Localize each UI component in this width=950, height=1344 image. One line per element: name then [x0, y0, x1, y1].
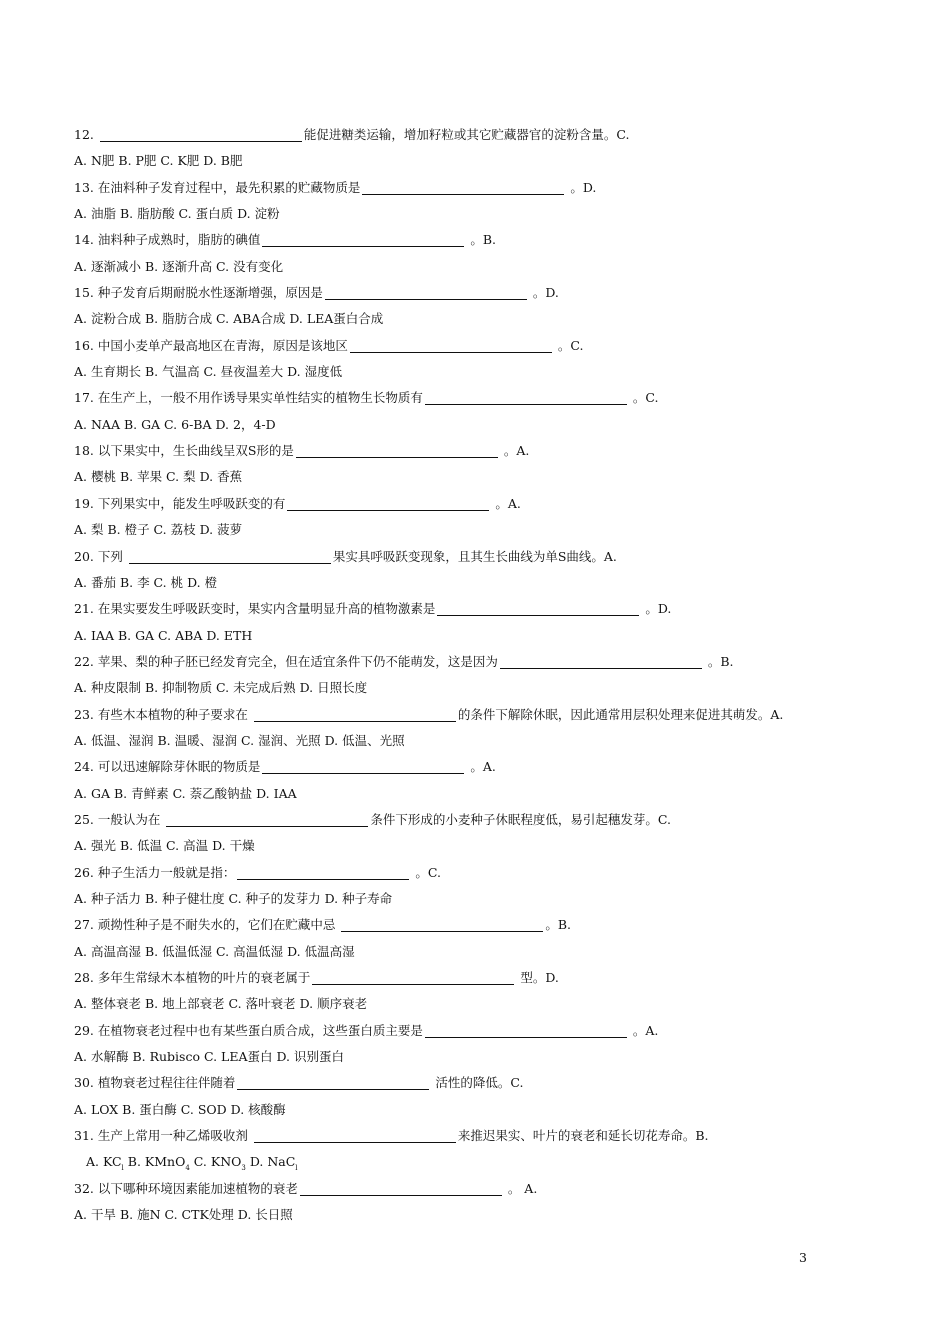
question-text: 25. 一般认为在	[74, 811, 165, 827]
question-text-end: 。D.	[566, 179, 597, 195]
question-text: 19. 下列果实中，能发生呼吸跃变的有	[74, 495, 286, 511]
question-text-end: 能促进糖类运输，增加籽粒或其它贮藏器官的淀粉含量。C.	[303, 127, 630, 142]
answer-blank[interactable]	[262, 759, 464, 774]
answer-options: A. 淀粉合成 B. 脂肪合成 C. ABA合成 D. LEA蛋白合成	[74, 311, 384, 327]
question-q18	[74, 438, 894, 464]
answer-options: A. 种子活力 B. 种子健壮度 C. 种子的发芽力 D. 种子寿命	[74, 890, 393, 906]
option-subscript: l	[121, 1164, 124, 1173]
question-q31	[74, 1123, 894, 1149]
answer-blank[interactable]	[296, 443, 498, 458]
answer-options: A. 生育期长 B. 气温高 C. 昼夜温差大 D. 湿度低	[74, 364, 343, 380]
question-text: 24. 可以迅速解除芽休眠的物质是	[74, 759, 261, 775]
answer-blank[interactable]	[500, 654, 702, 669]
option-text: B. KMnO	[123, 1154, 186, 1170]
question-q19	[74, 491, 894, 517]
answer-blank[interactable]	[425, 390, 627, 405]
question-text-end: 。B.	[703, 653, 734, 669]
question-q22	[74, 649, 894, 675]
question-text: 20. 下列	[74, 548, 127, 564]
answer-blank[interactable]	[325, 285, 527, 300]
question-text-end: 来推迟果实、叶片的衰老和延长切花寿命。B.	[457, 1128, 709, 1144]
question-text: 23. 有些木本植物的种子要求在	[74, 706, 252, 722]
question-text: 26. 种子生活力一般就是指：	[74, 864, 236, 880]
question-text: 29. 在植物衰老过程中也有某些蛋白质合成，这些蛋白质主要是	[74, 1022, 423, 1038]
option-subscript: 4	[185, 1164, 190, 1173]
answer-blank[interactable]	[254, 707, 456, 722]
answer-options: A. 种皮限制 B. 抑制物质 C. 未完成后熟 D. 日照长度	[74, 680, 368, 696]
question-text: 22. 苹果、梨的种子胚已经发育完全，但在适宜条件下仍不能萌发，这是因为	[74, 653, 498, 669]
question-text-end: 。B.	[545, 917, 571, 933]
question-text-end: 。A.	[499, 443, 530, 459]
answer-blank[interactable]	[237, 1075, 429, 1090]
answer-options: A. 整体衰老 B. 地上部衰老 C. 落叶衰老 D. 顺序衰老	[74, 996, 368, 1012]
question-text-end: 。A.	[466, 759, 496, 775]
question-text: 16. 中国小麦单产最高地区在青海，原因是该地区	[74, 337, 348, 353]
question-q12	[74, 122, 894, 148]
question-q32	[74, 1176, 894, 1202]
answer-options: A. 干旱 B. 施N C. CTK处理 D. 长日照	[74, 1207, 293, 1223]
answer-blank[interactable]	[341, 917, 543, 932]
question-text: 32. 以下哪种环境因素能加速植物的衰老	[74, 1180, 298, 1196]
answer-options: A. IAA B. GA C. ABA D. ETH	[74, 627, 253, 643]
answer-options: A. LOX B. 蛋白酶 C. SOD D. 核酸酶	[74, 1101, 286, 1117]
question-q30	[74, 1070, 894, 1096]
question-q25	[74, 807, 894, 833]
answer-blank[interactable]	[129, 549, 331, 564]
question-text-end: 。D.	[641, 601, 672, 617]
question-text-end: 。C.	[411, 864, 441, 880]
question-q20	[74, 544, 894, 570]
question-text-end: 的条件下解除休眠，因此通常用层积处理来促进其萌发。A.	[457, 706, 784, 722]
question-text: 27. 顽拗性种子是不耐失水的，它们在贮藏中忌	[74, 917, 340, 933]
page-number: 3	[799, 1250, 807, 1265]
answer-options: A. GA B. 青鲜素 C. 萘乙酸钠盐 D. IAA	[74, 785, 297, 801]
question-q29	[74, 1018, 894, 1044]
question-list	[74, 122, 894, 1228]
question-q13	[74, 175, 894, 201]
answer-blank[interactable]	[100, 127, 302, 142]
question-q16	[74, 333, 894, 359]
question-q15	[74, 280, 894, 306]
answer-blank[interactable]	[287, 496, 489, 511]
question-q14	[74, 227, 894, 253]
option-text: C. KNO	[189, 1154, 242, 1170]
option-text: A. KC	[86, 1154, 122, 1170]
question-text: 21. 在果实要发生呼吸跃变时，果实内含量明显升高的植物激素是	[74, 601, 436, 617]
question-q21	[74, 596, 894, 622]
answer-options: A. 水解酶 B. Rubisco C. LEA蛋白 D. 识别蛋白	[74, 1049, 344, 1065]
question-text-end: 活性的降低。C.	[431, 1075, 524, 1091]
question-text: 28. 多年生常绿木本植物的叶片的衰老属于	[74, 970, 311, 985]
question-text: 18. 以下果实中，生长曲线呈双S形的是	[74, 443, 294, 459]
question-q26	[74, 860, 894, 886]
question-text-end: 。C.	[553, 337, 584, 353]
answer-options: A. NAA B. GA C. 6-BA D. 2，4-D	[74, 416, 276, 432]
answer-options: A. 樱桃 B. 苹果 C. 梨 D. 香蕉	[74, 469, 243, 485]
question-text: 14. 油料种子成熟时，脂肪的碘值	[74, 232, 261, 248]
question-text: 13. 在油料种子发育过程中，最先积累的贮藏物质是	[74, 179, 361, 195]
option-subscript: l	[295, 1164, 298, 1173]
answer-options: A. 高温高湿 B. 低温低湿 C. 高温低湿 D. 低温高湿	[74, 943, 355, 959]
question-text: 15. 种子发育后期耐脱水性逐渐增强，原因是	[74, 285, 323, 301]
answer-blank[interactable]	[425, 1023, 627, 1038]
answer-options: A. 梨 B. 橙子 C. 荔枝 D. 菠萝	[74, 522, 243, 538]
answer-blank[interactable]	[254, 1128, 456, 1143]
answer-options: A. 逐渐减小 B. 逐渐升高 C. 没有变化	[74, 258, 284, 274]
option-text: D. NaC	[245, 1154, 296, 1170]
question-text-end: 条件下形成的小麦种子休眠程度低，易引起穗发芽。C.	[370, 811, 671, 827]
answer-options	[74, 1149, 894, 1175]
answer-blank[interactable]	[362, 180, 564, 195]
answer-options: A. 油脂 B. 脂肪酸 C. 蛋白质 D. 淀粉	[74, 206, 280, 222]
answer-options: A. 强光 B. 低温 C. 高温 D. 干燥	[74, 838, 255, 854]
question-text-end: 。B.	[466, 232, 496, 248]
answer-options: A. 低温、湿润 B. 温暖、湿润 C. 湿润、光照 D. 低温、光照	[74, 732, 405, 748]
answer-blank[interactable]	[350, 338, 552, 353]
question-q27	[74, 912, 894, 938]
option-subscript: 3	[241, 1164, 246, 1173]
question-q23	[74, 702, 894, 728]
question-q24	[74, 754, 894, 780]
question-text: 30. 植物衰老过程往往伴随着	[74, 1075, 236, 1091]
question-text: 12.	[74, 127, 98, 142]
question-text: 17. 在生产上，一般不用作诱导果实单性结实的植物生长物质有	[74, 390, 423, 406]
question-text-end: 。A.	[628, 1022, 659, 1038]
answer-blank[interactable]	[312, 970, 514, 985]
answer-blank[interactable]	[166, 812, 368, 827]
answer-blank[interactable]	[237, 865, 409, 880]
question-text-end: 型。D.	[516, 970, 559, 985]
question-text-end: 。D.	[528, 285, 559, 301]
answer-blank[interactable]	[300, 1181, 502, 1196]
question-text-end: 果实具呼吸跃变现象，且其生长曲线为单S曲线。A.	[332, 548, 617, 564]
question-q17	[74, 385, 894, 411]
question-text-end: 。A.	[491, 495, 521, 511]
answer-blank[interactable]	[437, 601, 639, 616]
answer-options: A. 番茄 B. 李 C. 桃 D. 橙	[74, 574, 218, 590]
question-text-end: 。 A.	[503, 1180, 538, 1196]
answer-blank[interactable]	[262, 232, 464, 247]
question-text: 31. 生产上常用一种乙烯吸收剂	[74, 1128, 252, 1144]
question-text-end: 。C.	[628, 390, 659, 406]
question-q28	[74, 965, 894, 991]
answer-options: A. N肥 B. P肥 C. K肥 D. B肥	[74, 153, 243, 169]
